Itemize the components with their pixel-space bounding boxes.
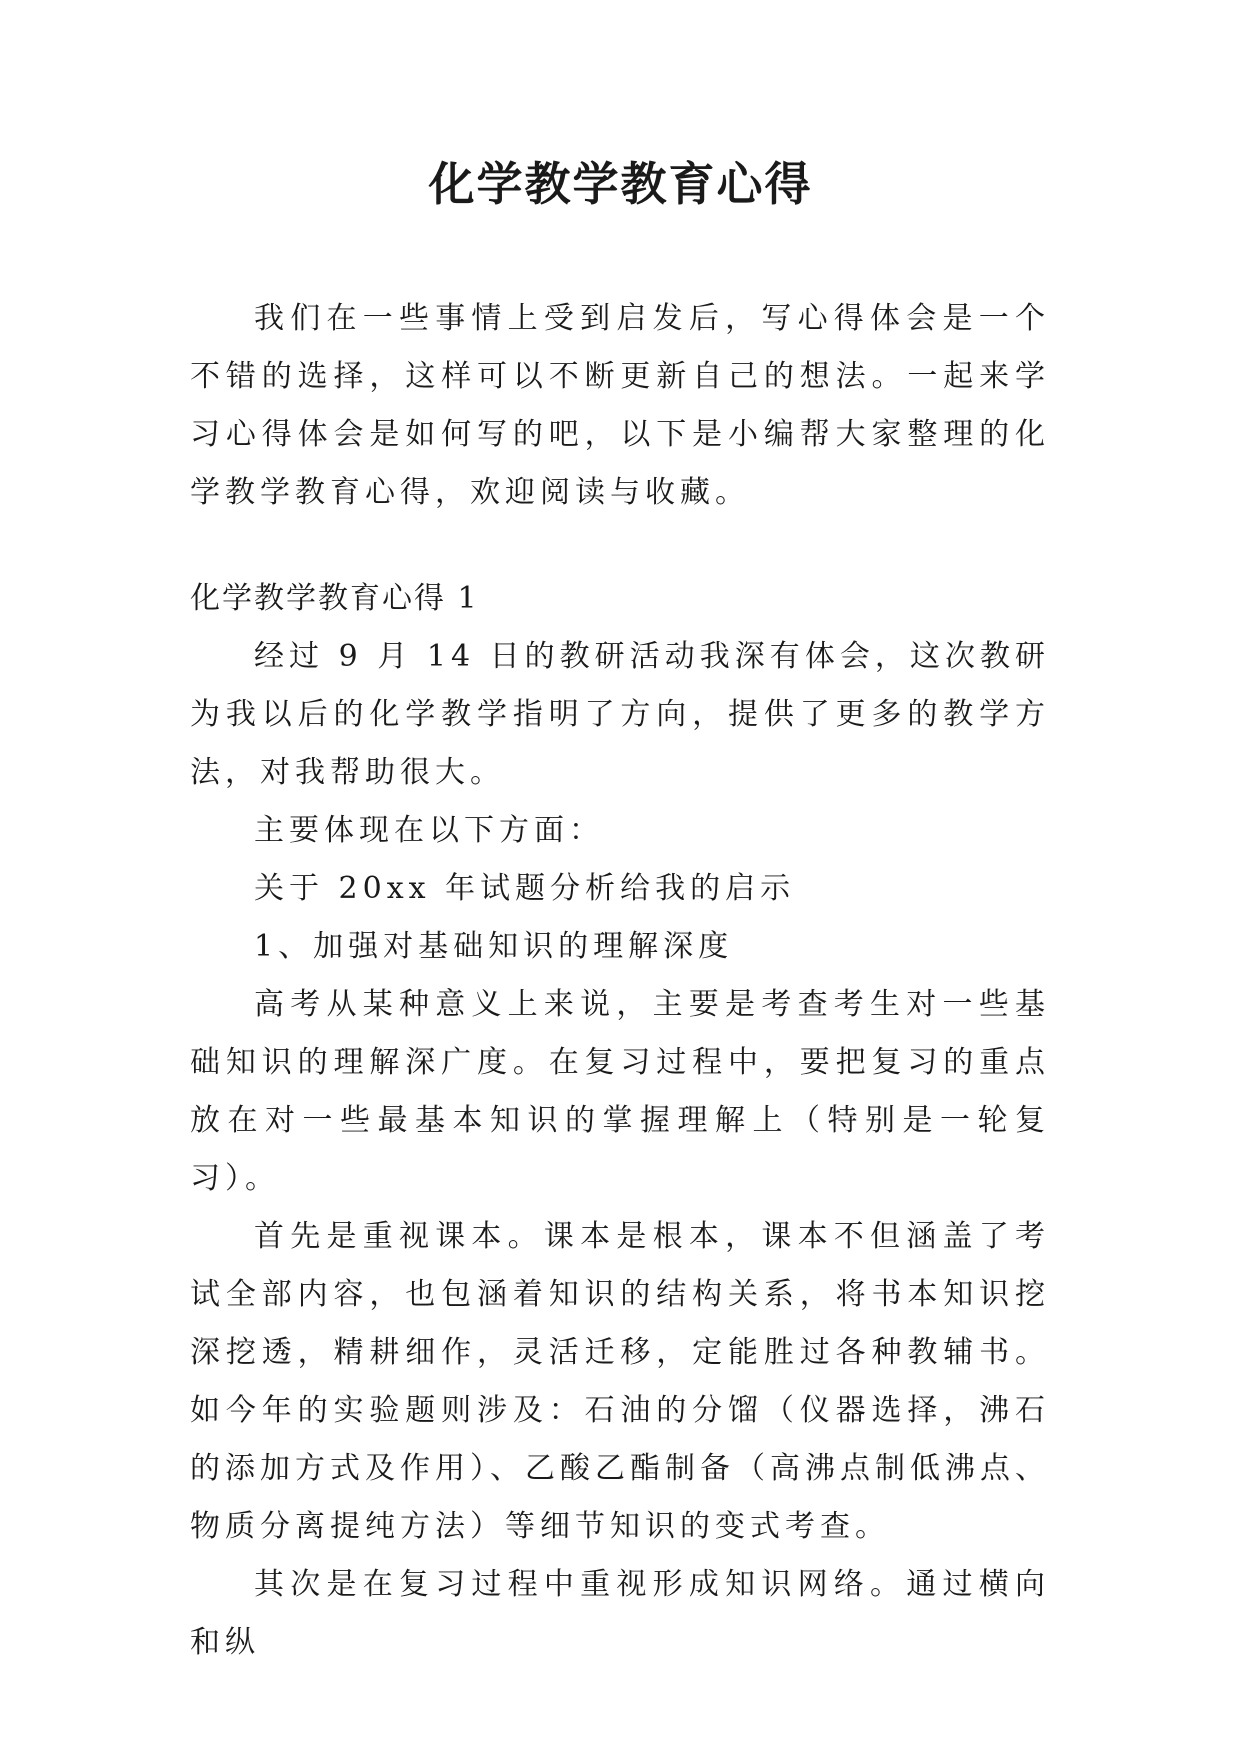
body-paragraph: 高考从某种意义上来说，主要是考查考生对一些基础知识的理解深广度。在复习过程中，要把复习的重点放在对一些最基本知识的掌握理解上（特别是一轮复习）。	[190, 987, 1050, 1196]
body-paragraph: 关于 20xx 年试题分析给我的启示	[254, 871, 796, 906]
body-paragraph: 主要体现在以下方面：	[254, 813, 604, 848]
intro-paragraph: 我们在一些事情上受到启发后，写心得体会是一个不错的选择，这样可以不断更新自己的想法。一起来学习心得体会是如何写的吧，以下是小编帮大家整理的化学教学教育心得，欢迎阅读与收藏。	[190, 301, 1050, 510]
body-paragraph: 首先是重视课本。课本是根本，课本不但涵盖了考试全部内容，也包涵着知识的结构关系，将书本知识挖深挖透，精耕细作，灵活迁移，定能胜过各种教辅书。如今年的实验题则涉及：石油的分馏（仪器选择，沸石的添加方式及作用）、乙酸乙酯制备（高沸点制低沸点、物质分离提纯方法）等细节知识的变式考查。	[190, 1219, 1050, 1544]
section-heading: 化学教学教育心得 1	[190, 581, 479, 616]
body-paragraph: 其次是在复习过程中重视形成知识网络。通过横向和纵	[190, 1567, 1050, 1660]
section-spacer	[190, 522, 1050, 570]
body-paragraph: 经过 9 月 14 日的教研活动我深有体会，这次教研为我以后的化学教学指明了方向，提供了更多的教学方法，对我帮助很大。	[190, 639, 1050, 790]
body-paragraph: 1、加强对基础知识的理解深度	[254, 929, 734, 964]
document-body	[190, 290, 1050, 1672]
document-title: 化学教学教育心得	[428, 157, 813, 211]
